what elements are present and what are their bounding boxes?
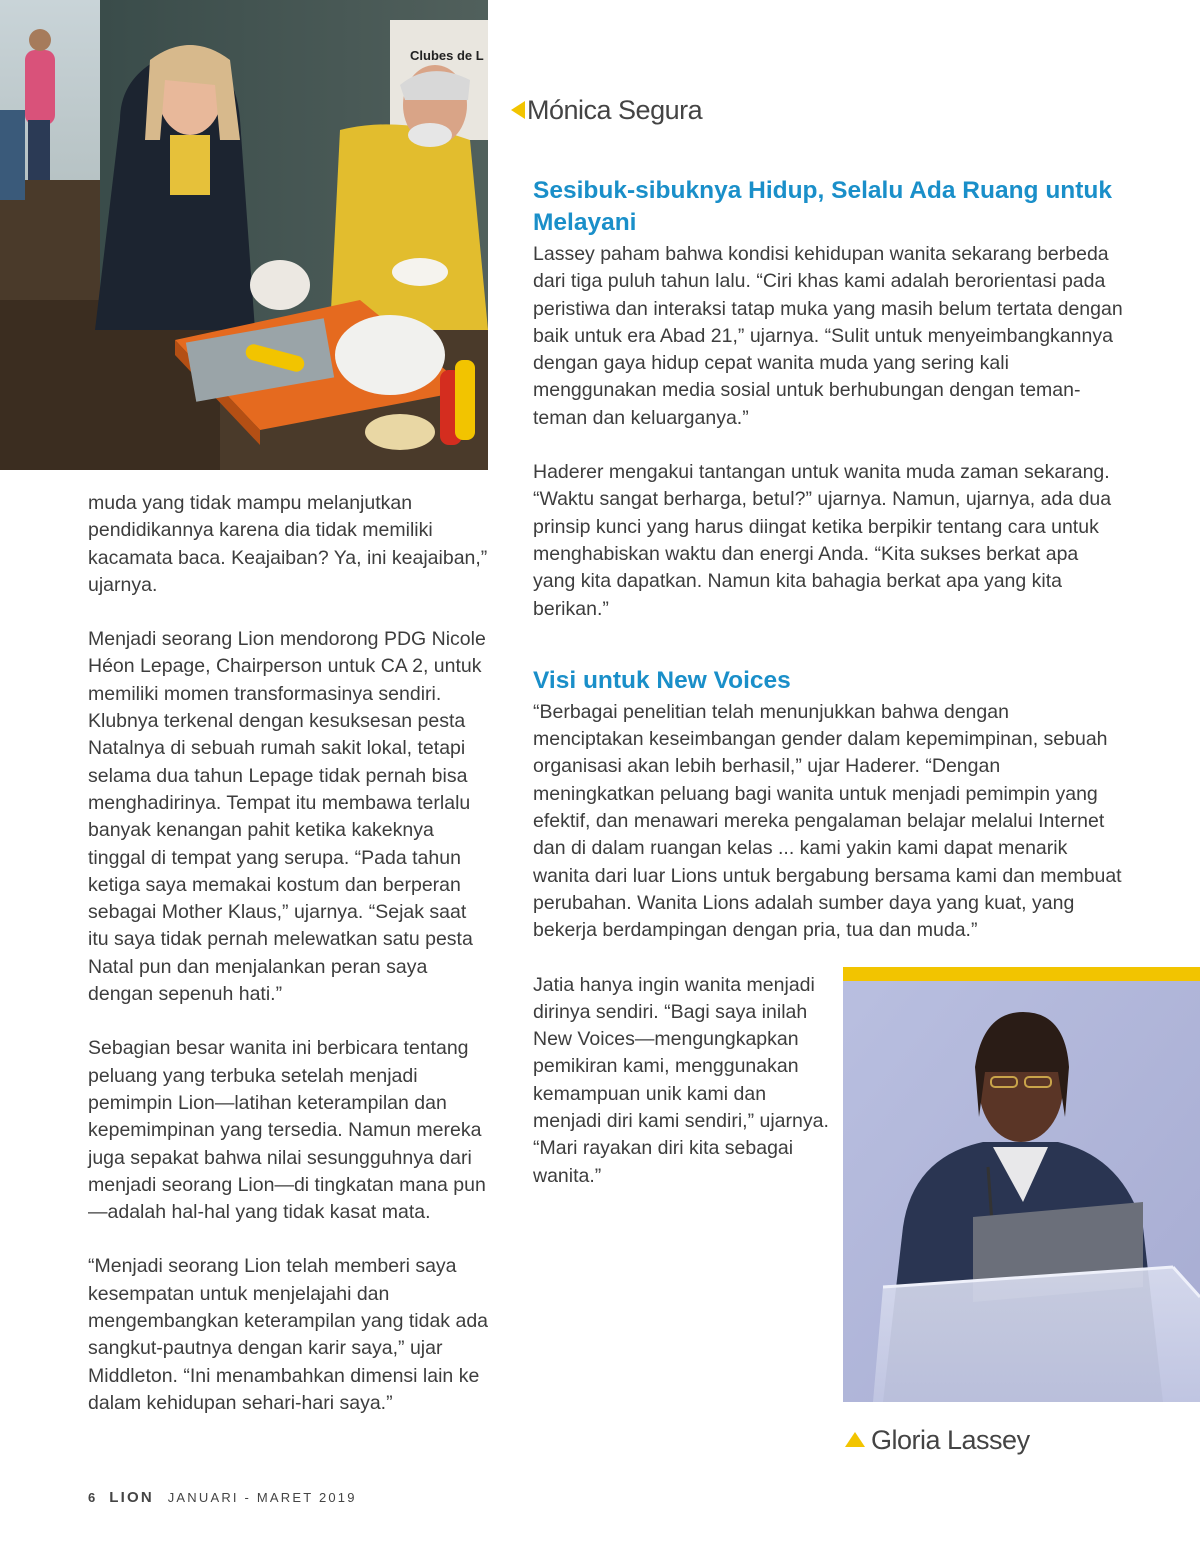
- caption-arrow-icon: [845, 1432, 865, 1447]
- body-paragraph: muda yang tidak mampu melanjutkan pendidikannya karena dia tidak memiliki kacamata baca. Keajaiban? Ya, ini keajaiban,” ujarnya.: [88, 492, 488, 596]
- body-paragraph: Menjadi seorang Lion mendorong PDG Nicole Héon Lepage, Chairperson untuk CA 2, untuk memiliki momen transformasinya sendiri. Klubnya terkenal dengan kesuksesan pesta Natalnya di sebuah rumah sakit lokal, tetapi selama dua tahun Lepage tidak pernah bisa menghadirinya. Tempat itu membawa terlalu banyak kenangan pahit ketika kakeknya tinggal di tempat yang serupa. “Pada tahun ketiga saya memakai kostum dan berperan sebagai Mother Klaus,” ujarnya. “Sejak saat itu saya tidak pernah melewatkan satu pesta Natal pun dan menjalankan peran saya dengan sepenuh hati.”: [88, 628, 486, 1006]
- page-number: 6: [88, 1490, 98, 1505]
- body-paragraph: Jatia hanya ingin wanita menjadi dirinya sendiri. “Bagi saya inilah New Voices—mengungkapkan pemikiran kami, menggunakan kemampuan unik kami dan menjadi diri kami sendiri,” ujarnya. “Mari rayakan diri kita sebagai wanita.”: [533, 973, 829, 1187]
- body-paragraph: Haderer mengakui tantangan untuk wanita muda zaman sekarang. “Waktu sangat berharga, betul?” ujarnya. Namun, ujarnya, ada dua prinsip kunci yang harus diingat ketika berpikir tentang cara untuk menghabiskan waktu dan energi Anda. “Kita sukses berkat apa yang kita dapatkan. Namun kita bahagia berkat apa yang kita berikan.”: [533, 461, 1112, 620]
- page-footer: [88, 1489, 357, 1506]
- photo-volunteers-serving-food: [0, 0, 488, 470]
- section-heading: Visi untuk New Voices: [533, 666, 791, 694]
- issue-date: JANUARI - MARET 2019: [167, 1490, 357, 1505]
- caption-gloria-lassey: [845, 1425, 1030, 1456]
- caption-arrow-icon: [511, 101, 525, 119]
- body-paragraph: “Menjadi seorang Lion telah memberi saya kesempatan untuk menjelajahi dan mengembangkan keterampilan yang tidak ada sangkut-pautnya dengan karir saya,” ujar Middleton. “Ini menambahkan dimensi lain ke dalam kehidupan sehari-hari saya.”: [88, 1255, 489, 1414]
- caption-monica-segura: [511, 95, 702, 126]
- caption-text: Gloria Lassey: [871, 1425, 1030, 1455]
- caption-text: Mónica Segura: [527, 95, 703, 125]
- photo-speaker-at-lectern: [843, 967, 1200, 1402]
- magazine-name: LION: [109, 1489, 154, 1506]
- body-paragraph: Lassey paham bahwa kondisi kehidupan wanita sekarang berbeda dari tiga puluh tahun lalu. “Ciri khas kami adalah berorientasi pada peristiwa dan interaksi tatap muka yang masih belum tertata dengan baik untuk era Abad 21,” ujarnya. “Sulit untuk menyeimbangkannya dengan gaya hidup cepat wanita muda yang sering kali menggunakan media sosial untuk berhubungan dengan teman-teman dan keluarganya.”: [533, 243, 1123, 429]
- photo-sign-text: Clubes de L: [410, 48, 484, 63]
- left-text-column: [88, 490, 488, 1444]
- body-paragraph: “Berbagai penelitian telah menunjukkan bahwa dengan menciptakan keseimbangan gender dalam kepemimpinan, sebuah organisasi akan lebih berhasil,” ujar Haderer. “Dengan meningkatkan peluang bagi wanita untuk menjadi pemimpin yang efektif, dan menawari mereka pengalaman belajar melalui Internet dan di dalam ruangan kelas ... kami yakin kami dapat menarik wanita dari luar Lions untuk bergabung bersama kami dan membuat perubahan. Wanita Lions adalah sumber daya yang kuat, yang bekerja berdampingan dengan pria, tua dan muda.”: [533, 700, 1122, 942]
- section-heading: Sesibuk-sibuknya Hidup, Selalu Ada Ruang untuk Melayani: [533, 177, 1113, 236]
- body-paragraph: Sebagian besar wanita ini berbicara tentang peluang yang terbuka setelah menjadi pemimpin Lion—latihan keterampilan dan kepemimpinan yang tersedia. Namun mereka juga sepakat bahwa nilai sesungguhnya dari menjadi seorang Lion—di tingkatan mana pun—adalah hal-hal yang tidak kasat mata.: [88, 1037, 486, 1224]
